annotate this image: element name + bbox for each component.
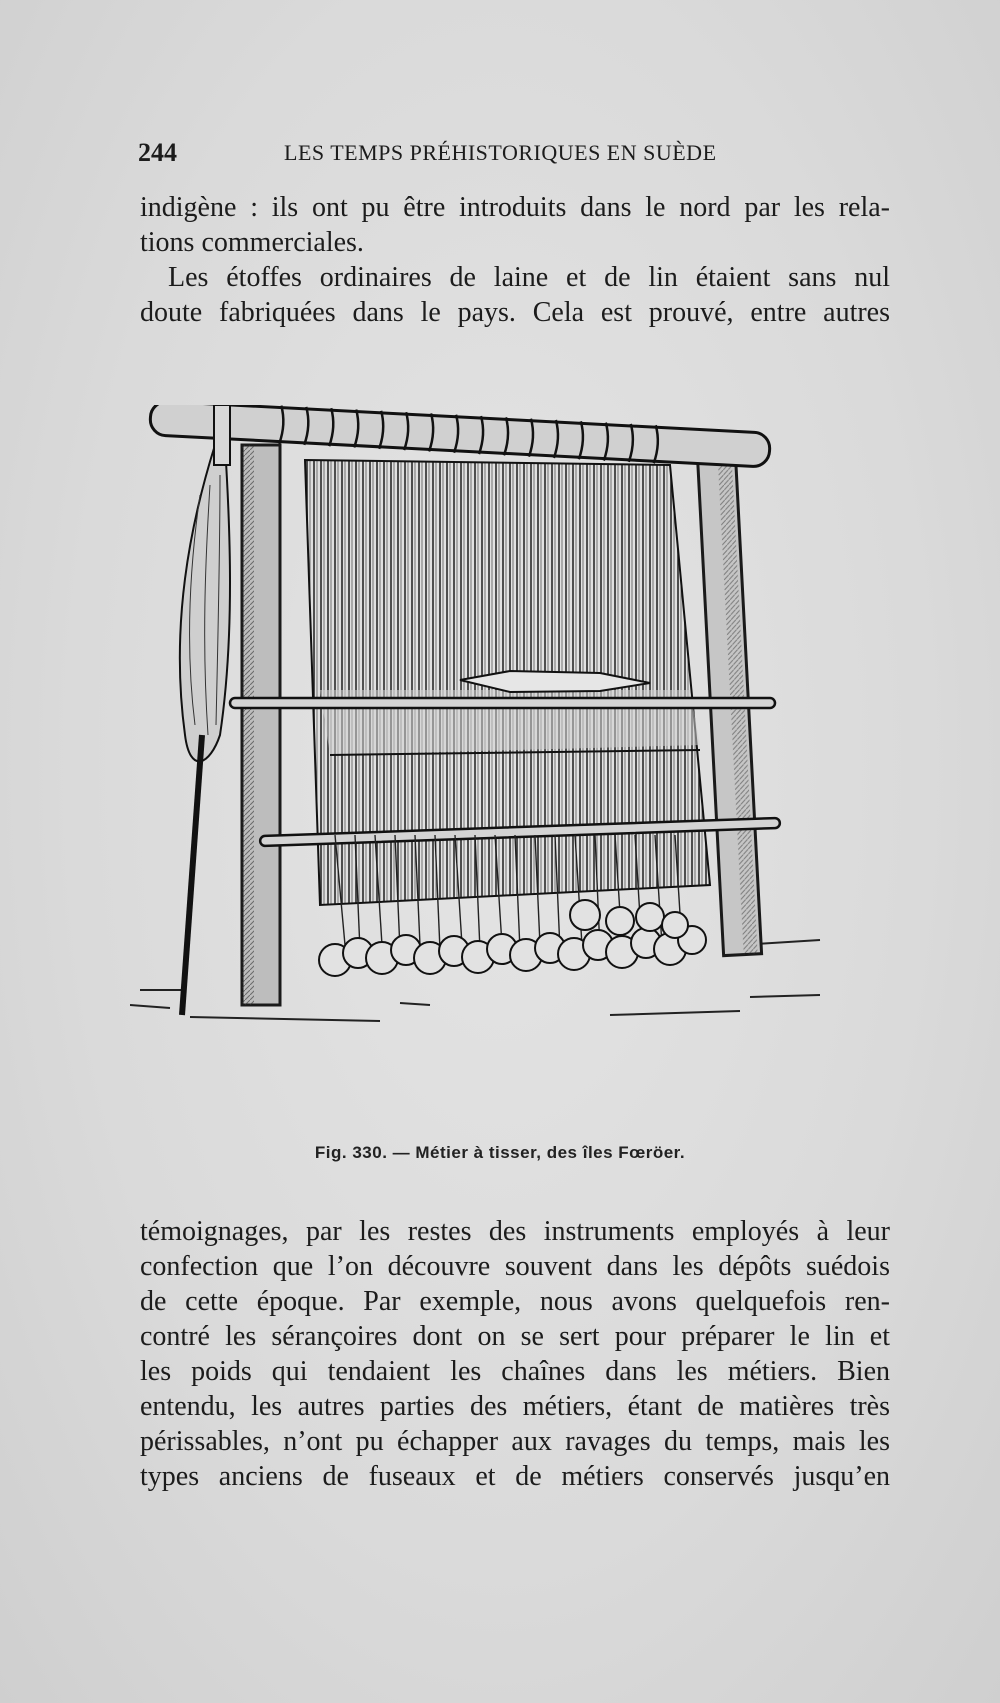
page-number: 244 xyxy=(138,138,177,167)
running-title: LES TEMPS PRÉHISTORIQUES EN SUÈDE xyxy=(284,140,717,165)
text-line: doute fabriquées dans le pays. Cela est prouvé, entre autres xyxy=(140,297,890,328)
figure-caption: Fig. 330. — Métier à tisser, des îles Fœröer. xyxy=(314,1143,686,1162)
bottom-paragraph xyxy=(140,1214,890,1494)
text-line: contré les sérançoires dont on se sert pour préparer le lin et xyxy=(140,1321,890,1352)
text-line: types anciens de fuseaux et de métiers conservés jusqu’en xyxy=(140,1461,890,1492)
loom-illustration xyxy=(130,405,860,1125)
text-line: entendu, les autres parties des métiers, étant de matières très xyxy=(140,1391,890,1422)
text-line: Les étoffes ordinaires de laine et de lin étaient sans nul xyxy=(168,262,890,293)
text-line: les poids qui tendaient les chaînes dans les métiers. Bien xyxy=(140,1356,890,1387)
top-paragraph xyxy=(140,190,890,330)
text-line: tions commerciales. xyxy=(140,227,364,258)
text-line: périssables, n’ont pu échapper aux ravages du temps, mais les xyxy=(140,1426,890,1457)
text-line: indigène : ils ont pu être introduits dans le nord par les rela- xyxy=(140,192,890,223)
running-head xyxy=(138,138,738,178)
text-line: confection que l’on découvre souvent dans les dépôts suédois xyxy=(140,1251,890,1282)
text-line: de cette époque. Par exemple, nous avons quelquefois ren- xyxy=(140,1286,890,1317)
text-line: témoignages, par les restes des instruments employés à leur xyxy=(140,1216,890,1247)
